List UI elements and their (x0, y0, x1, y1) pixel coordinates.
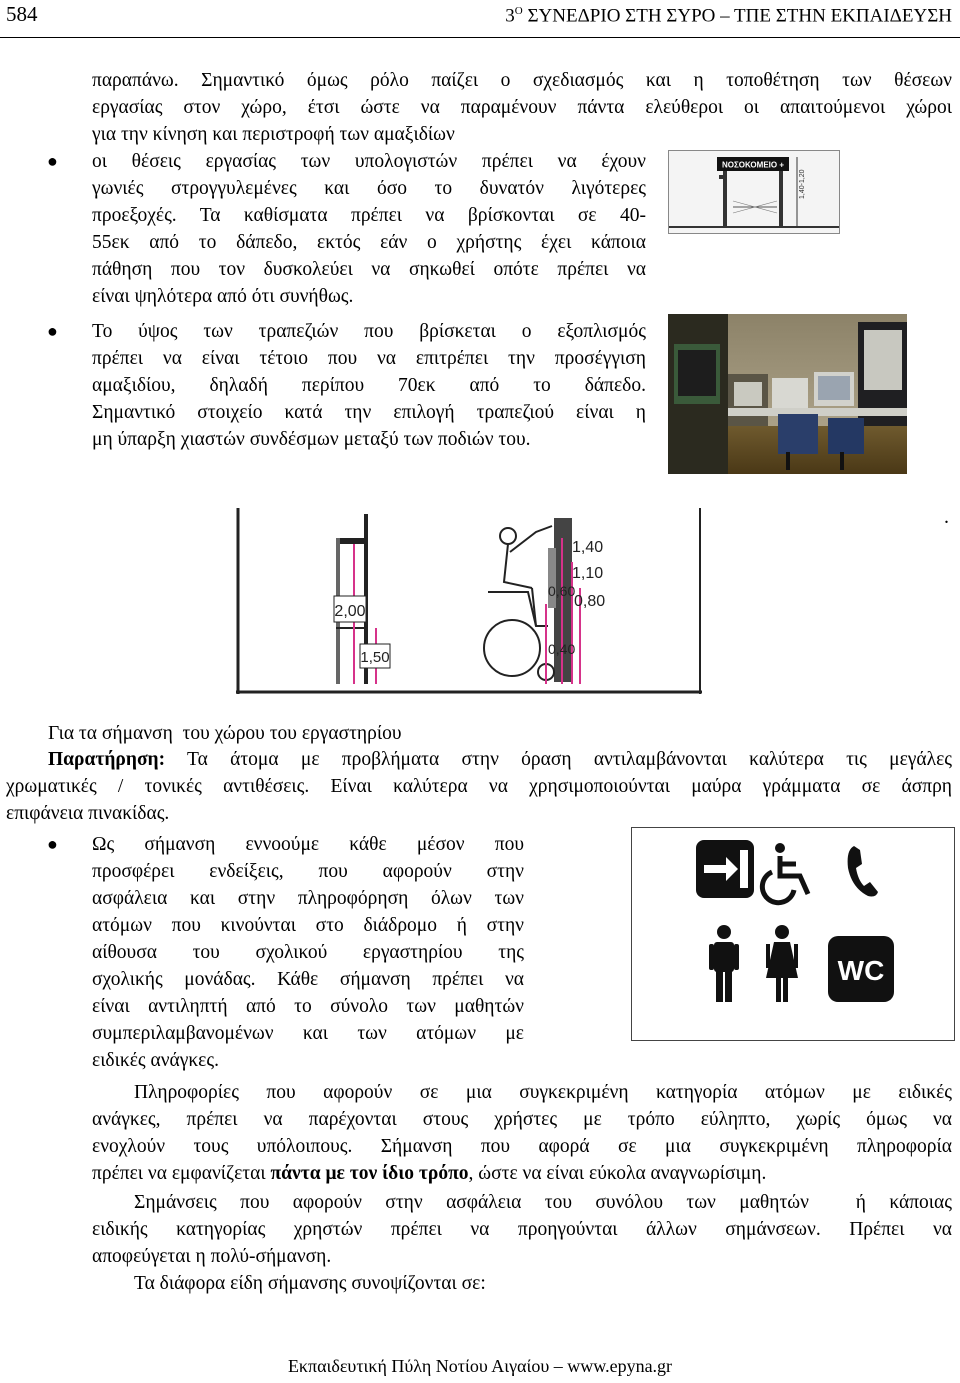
bullet3-line: Ως σήμανση εννοούμε κάθε μέσον που (92, 834, 524, 855)
note-line-3: επιφάνεια πινακίδας. (6, 803, 170, 824)
accessibility-dimensions-diagram (236, 508, 702, 694)
dim-label: 1,10 (572, 565, 604, 582)
bullet1-line: είναι ψηλότερα από ότι συνήθως. (92, 286, 354, 307)
bullet3-line: είναι αντιληπτή από το σύνολο των μαθητών (92, 996, 524, 1017)
intro-line-1: παραπάνω. Σημαντικό όμως ρόλο παίζει ο σχεδιασμός και η τοποθέτηση των θέσεων (92, 70, 952, 91)
stray-dot: . (944, 506, 949, 528)
bullet2-line: πρέπει να είναι τέτοιο που να επιτρέπει την προσέγγιση (92, 348, 646, 369)
page-header (0, 0, 960, 38)
header-rule (0, 37, 960, 38)
dim-label: 2,00 (334, 603, 366, 620)
para3-line: Τα διάφορα είδη σήμανσης συνοψίζονται σε: (134, 1273, 486, 1294)
bullet1-line: πάθηση που τον δυσκολεύει να σηκωθεί οπότε πρέπει να (92, 259, 646, 280)
wc-icon (828, 936, 894, 1002)
wc-label: WC (837, 955, 885, 986)
note-line-1: Παρατήρηση: Τα άτομα με προβλήματα στην όραση αντιλαμβάνονται καλύτερα τις μεγάλες (48, 749, 952, 770)
bullet2-line: Σημαντικό στοιχείο κατά την επιλογή τραπεζιού είναι η (92, 402, 646, 423)
direction-arrow-icon (696, 840, 754, 898)
bullet2-line: αμαξιδίου, δηλαδή περίπου 70εκ από το δάπεδο. (92, 375, 646, 396)
telephone-icon (848, 846, 878, 897)
intro-line-3: για την κίνηση και περιστροφή των αμαξιδίων (92, 124, 455, 145)
intro-line-2: εργασίας στον χώρο, έτσι ώστε να παραμένουν πάντα ελεύθεροι οι απαιτούμενοι χώροι (92, 97, 952, 118)
signage-icons-panel (631, 827, 955, 1041)
para2-line: Σημάνσεις που αφορούν στην ασφάλεια του συνόλου των μαθητών ή κάποιας (134, 1192, 952, 1213)
bullet-dot: ● (47, 321, 58, 341)
man-icon (709, 925, 739, 1002)
page-footer: Εκπαιδευτική Πύλη Νοτίου Αιγαίου – www.epyna.gr (287, 1356, 673, 1376)
para1-line: ανάγκες, πρέπει να παρέχονται στους χρήστες με τρόπο εύληπτο, χωρίς όμως να (92, 1109, 952, 1130)
bullet3-line: ατόμων που κινούνται στο διάδρομο ή στην (92, 915, 524, 936)
computer-lab-photo (668, 314, 907, 474)
bullet1-line: προεξοχές. Τα καθίσματα πρέπει να βρίσκονται σε 40- (92, 205, 646, 226)
dim-label: 0,40 (548, 641, 576, 657)
dim-label: 0,80 (574, 593, 606, 610)
bullet1-line: 55εκ από το δάπεδο, εκτός εάν ο χρήστης έχει κάποια (92, 232, 646, 253)
bullet-dot: ● (47, 834, 58, 854)
bullet1-line: γωνιές στρογγυλεμένες και όσο το δυνατόν λιγότερες (92, 178, 646, 199)
note-line-2: χρωματικές / τονικές αντιθέσεις. Είναι καλύτερα να χρησιμοποιούνται μαύρα γράμματα σε άσπρη (6, 776, 952, 797)
hospital-sign-drawing (669, 151, 839, 233)
sign-label: ΝΟΣΟΚΟΜΕΙΟ + (722, 160, 784, 170)
bullet3-line: ειδικές ανάγκες. (92, 1050, 219, 1071)
bullet2-line: Το ύψος των τραπεζιών που βρίσκεται ο εξοπλισμός (92, 321, 646, 342)
dim-label: 0,60 (548, 583, 576, 599)
para1-line: ενοχλούν τους υπόλοιπους. Σήμανση που αφορά σε μια συγκεκριμένη πληροφορία (92, 1136, 952, 1157)
bullet1-line: οι θέσεις εργασίας των υπολογιστών πρέπει να έχουν (92, 151, 646, 172)
bullet3-line: αίθουσα του σχολικού εργαστηρίου της (92, 942, 524, 963)
bullet3-line: προσφέρει ενδείξεις, που αφορούν στην (92, 861, 524, 882)
header-title: $3^O$ ΣΥΝΕΔΡΙΟ ΣΤΗ ΣΥΡΟ – ΤΠΕ ΣΤΗΝ ΕΚΠΑΙΔΕΥΣΗ (505, 5, 952, 27)
page-number: 584 (6, 2, 38, 26)
dim-label: 1,40 (572, 539, 604, 556)
bullet2-line: μη ύπαρξη χιαστών συνδέσμων μεταξύ των ποδιών του. (92, 429, 531, 450)
para2-line: ειδικής κατηγορίας χρηστών πρέπει να προηγούνται άλλων σημάνσεων. Πρέπει να (92, 1219, 952, 1240)
sign-height-label: 1,40-1,20 (799, 169, 806, 199)
dim-label: 1,50 (360, 649, 390, 666)
bullet-dot: ● (47, 151, 58, 171)
bullet3-line: ασφάλεια και στην πληροφόρηση όλων των (92, 888, 524, 909)
para1-line-4: πρέπει να εμφανίζεται πάντα με τον ίδιο τρόπο, ώστε να είναι εύκολα αναγνωρίσιμη. (92, 1163, 767, 1184)
para1-line: Πληροφορίες που αφορούν σε μια συγκεκριμένη κατηγορία ατόμων με ειδικές (134, 1082, 952, 1103)
woman-icon (766, 925, 798, 1002)
note-label: Παρατήρηση: (48, 749, 166, 770)
wheelchair-icon (762, 843, 808, 903)
bullet3-line: σχολικής μονάδας. Κάθε σήμανση πρέπει να (92, 969, 524, 990)
hospital-sign-image (668, 150, 840, 234)
section-title: Για τα σήμανση του χώρου του εργαστηρίου (48, 723, 402, 744)
bullet3-line: συμπεριλαμβανομένων και των ατόμων με (92, 1023, 524, 1044)
para2-line: αποφεύγεται η πολύ-σήμανση. (92, 1246, 332, 1267)
